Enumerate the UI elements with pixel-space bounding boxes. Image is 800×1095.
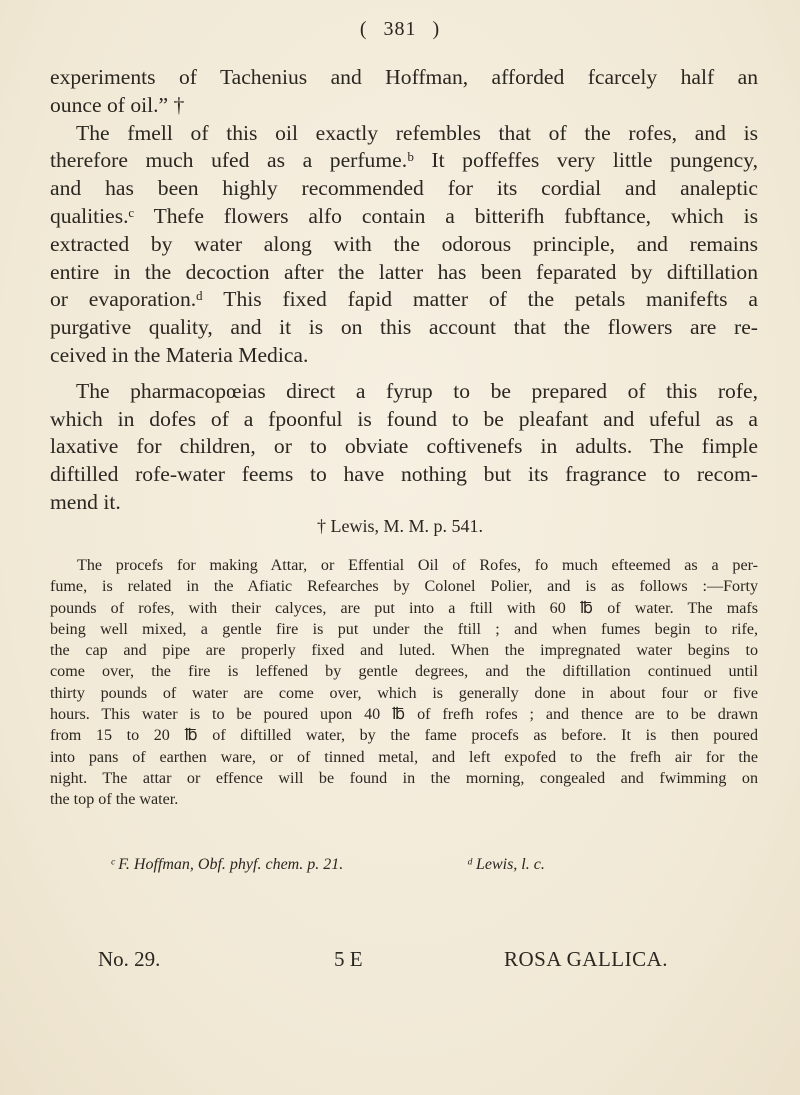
note-line: being well mixed, a gentle fire is put under the ftill ; and when fumes begin to rife, bbox=[50, 620, 758, 638]
text-line: The fmell of this oil exactly refembles that of the rofes, and is bbox=[76, 120, 758, 145]
note-line: thirty pounds of water are come over, which is generally done in about four or five bbox=[50, 684, 758, 702]
note-line: from 15 to 20 ℔ of diftilled water, by the fame procefs as before. It is then poured bbox=[50, 727, 758, 745]
text-line: experiments of Tachenius and Hoffman, afforded fcarcely half an bbox=[50, 65, 758, 89]
plate-number: No. 29. bbox=[98, 947, 161, 971]
dagger-citation: † Lewis, M. M. p. 541. bbox=[317, 516, 483, 536]
main-text bbox=[50, 64, 758, 517]
text-line: entire in the decoction after the latter has been feparated by diftillation bbox=[50, 259, 758, 284]
note-line: the top of the water. bbox=[50, 791, 179, 809]
text-line: laxative for children, or to obviate coftivenefs in adults. The fimple bbox=[50, 434, 758, 459]
note-line: hours. This water is to be poured upon 40 ℔ of frefh rofes ; and thence are to be drawn bbox=[50, 706, 758, 724]
text-line: extracted by water along with the odorous principle, and remains bbox=[50, 231, 758, 256]
note-line: the cap and pipe are properly fixed and luted. When the impregnated water begins to bbox=[50, 642, 758, 660]
note-line: The procefs for making Attar, or Effential Oil of Rofes, fo much efteemed as a per- bbox=[77, 557, 758, 574]
text-line: The pharmacopœias direct a fyrup to be prepared of this rofe, bbox=[76, 378, 758, 403]
text-line: mend it. bbox=[50, 489, 121, 514]
footnote-c: ᶜ F. Hoffman, Obf. phyf. chem. p. 21. bbox=[110, 856, 344, 873]
text-line: and has been highly recommended for its cordial and analeptic bbox=[50, 176, 758, 201]
note-line: come over, the fire is leffened by gentle degrees, and the diftillation continued until bbox=[50, 663, 758, 681]
note-line: night. The attar or effence will be found in the morning, congealed and fwimming on bbox=[50, 769, 758, 787]
text-line: which in dofes of a fpoonful is found to be pleafant and ufeful as a bbox=[50, 406, 758, 431]
footnote-d: ᵈ Lewis, l. c. bbox=[467, 856, 545, 873]
catchword-title: ROSA GALLICA. bbox=[504, 947, 669, 971]
text-line: therefore much ufed as a perfume.ᵇ It poffeffes very little pungency, bbox=[50, 148, 758, 173]
text-line: ounce of oil.” † bbox=[50, 92, 185, 117]
text-line: ceived in the Materia Medica. bbox=[50, 342, 309, 367]
attar-note bbox=[50, 555, 758, 811]
note-line: into pans of earthen ware, or of tinned metal, and left expofed to the frefh air for the bbox=[50, 748, 758, 766]
text-line: qualities.ᶜ Thefe flowers alfo contain a bitterifh fubftance, which is bbox=[50, 203, 758, 228]
text-line: or evaporation.ᵈ This fixed fapid matter of the petals manifefts a bbox=[50, 287, 758, 312]
text-line: purgative quality, and it is on this account that the flowers are re- bbox=[50, 315, 758, 340]
page-number: ( 381 ) bbox=[359, 18, 441, 40]
note-line: fume, is related in the Afiatic Refearches by Colonel Polier, and is as follows :—Forty bbox=[50, 578, 758, 596]
text-line: diftilled rofe-water feems to have nothing but its fragrance to recom- bbox=[50, 462, 758, 487]
signature-mark: 5 E bbox=[334, 947, 363, 971]
note-line: pounds of rofes, with their calyces, are put into a ftill with 60 ℔ of water. The mafs bbox=[50, 599, 758, 617]
